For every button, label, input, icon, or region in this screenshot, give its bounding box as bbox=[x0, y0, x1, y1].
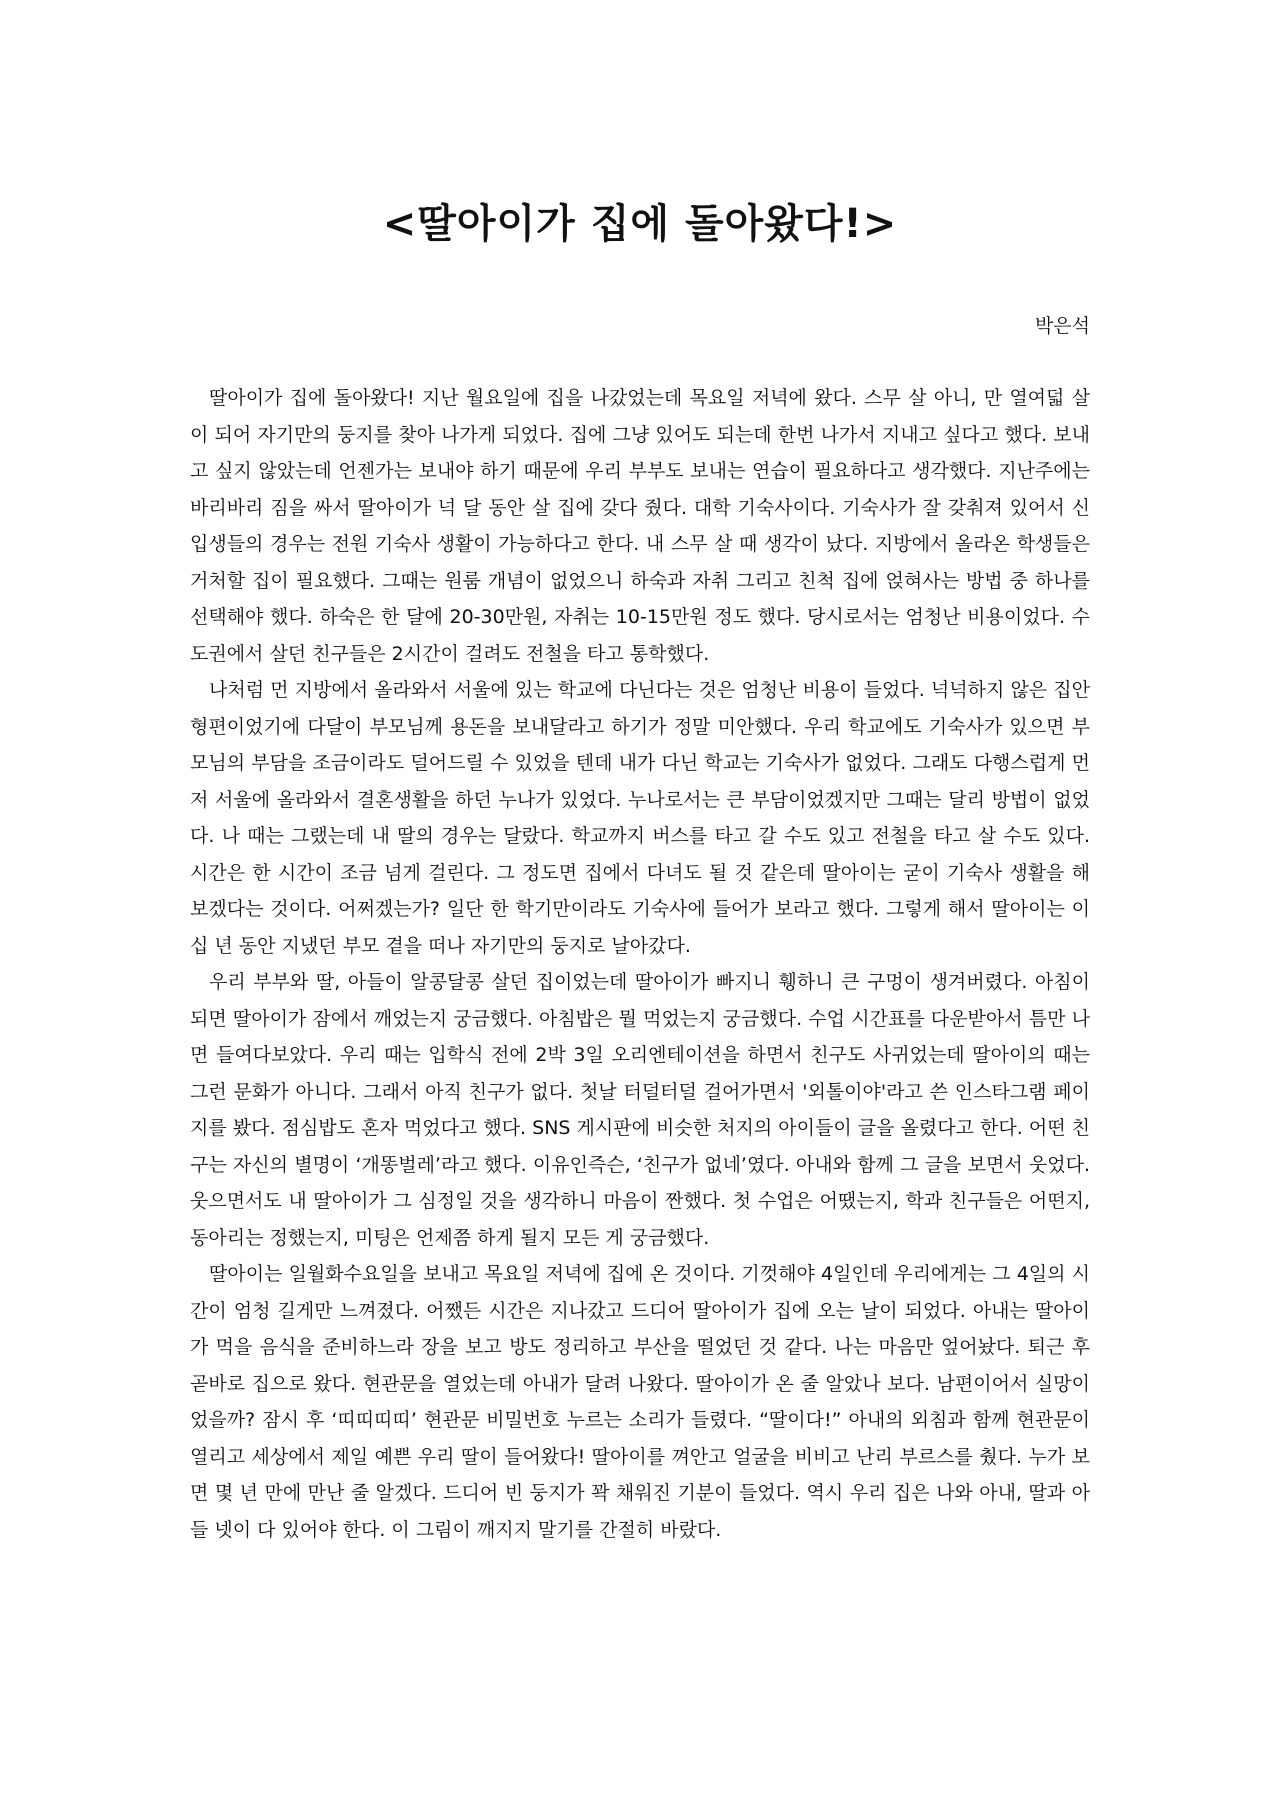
paragraph: 나처럼 먼 지방에서 올라와서 서울에 있는 학교에 다닌다는 것은 엄청난 비용이 들었다. 넉넉하지 않은 집안 형편이었기에 다달이 부모님께 용돈을 보내달라고 하기가 정말 미안했다. 우리 학교에도 기숙사가 있으면 부모님의 부담을 조금이라도 덜어드릴 수 있었을 텐데 내가 다닌 학교는 기숙사가 없었다. 그래도 다행스럽게 먼저 서울에 올라와서 결혼생활을 하던 누나가 있었다. 누나로서는 큰 부담이었겠지만 그때는 달리 방법이 없었다. 나 때는 그랬는데 내 딸의 경우는 달랐다. 학교까지 버스를 타고 갈 수도 있고 전철을 타고 살 수도 있다. 시간은 한 시간이 조금 넘게 걸린다. 그 정도면 집에서 다녀도 될 것 같은데 딸아이는 굳이 기숙사 생활을 해 보겠다는 것이다. 어쩌겠는가? 일단 한 학기만이라도 기숙사에 들어가 보라고 했다. 그렇게 해서 딸아이는 이십 년 동안 지냈던 부모 곁을 떠나 자기만의 둥지로 날아갔다. bbox=[190, 679, 1090, 957]
author-name: 박은석 bbox=[1034, 315, 1090, 337]
article-body bbox=[190, 380, 1090, 1548]
paragraph: 딸아이는 일월화수요일을 보내고 목요일 저녁에 집에 온 것이다. 기껏해야 4일인데 우리에게는 그 4일의 시간이 엄청 길게만 느껴졌다. 어쨌든 시간은 지나갔고 드디어 딸아이가 집에 오는 날이 되었다. 아내는 딸아이가 먹을 음식을 준비하느라 장을 보고 방도 정리하고 부산을 떨었던 것 같다. 나는 마음만 엎어놨다. 퇴근 후 곧바로 집으로 왔다. 현관문을 열었는데 아내가 달려 나왔다. 딸아이가 온 줄 알았나 보다. 남편이어서 실망이었을까? 잠시 후 ‘띠띠띠띠’ 현관문 비밀번호 누르는 소리가 들렸다. “딸이다!” 아내의 외침과 함께 현관문이 열리고 세상에서 제일 예쁜 우리 딸이 들어왔다! 딸아이를 껴안고 얼굴을 비비고 난리 부르스를 췄다. 누가 보면 몇 년 만에 만난 줄 알겠다. 드디어 빈 둥지가 꽉 채워진 기분이 들었다. 역시 우리 집은 나와 아내, 딸과 아들 넷이 다 있어야 한다. 이 그림이 깨지지 말기를 간절히 바랐다. bbox=[190, 1263, 1090, 1541]
page-title: <딸아이가 집에 돌아왔다!> bbox=[382, 201, 898, 247]
paragraph: 딸아이가 집에 돌아왔다! 지난 월요일에 집을 나갔었는데 목요일 저녁에 왔다. 스무 살 아니, 만 열여덟 살이 되어 자기만의 둥지를 찾아 나가게 되었다. 집에 그냥 있어도 되는데 한번 나가서 지내고 싶다고 했다. 보내고 싶지 않았는데 언젠가는 보내야 하기 때문에 우리 부부도 보내는 연습이 필요하다고 생각했다. 지난주에는 바리바리 짐을 싸서 딸아이가 넉 달 동안 살 집에 갖다 줬다. 대학 기숙사이다. 기숙사가 잘 갖춰져 있어서 신입생들의 경우는 전원 기숙사 생활이 가능하다고 한다. 내 스무 살 때 생각이 났다. 지방에서 올라온 학생들은 거처할 집이 필요했다. 그때는 원룸 개념이 없었으니 하숙과 자취 그리고 친척 집에 얹혀사는 방법 중 하나를 선택해야 했다. 하숙은 한 달에 20-30만원, 자취는 10-15만원 정도 했다. 당시로서는 엄청난 비용이었다. 수도권에서 살던 친구들은 2시간이 걸려도 전철을 타고 통학했다. bbox=[190, 387, 1090, 665]
paragraph: 우리 부부와 딸, 아들이 알콩달콩 살던 집이었는데 딸아이가 빠지니 휑하니 큰 구멍이 생겨버렸다. 아침이 되면 딸아이가 잠에서 깨었는지 궁금했다. 아침밥은 뭘 먹었는지 궁금했다. 수업 시간표를 다운받아서 틈만 나면 들여다보았다. 우리 때는 입학식 전에 2박 3일 오리엔테이션을 하면서 친구도 사귀었는데 딸아이의 때는 그런 문화가 아니다. 그래서 아직 친구가 없다. 첫날 터덜터덜 걸어가면서 '외톨이야'라고 쓴 인스타그램 페이지를 봤다. 점심밥도 혼자 먹었다고 했다. SNS 게시판에 비슷한 처지의 아이들이 글을 올렸다고 한다. 어떤 친구는 자신의 별명이 ‘개똥벌레’라고 했다. 이유인즉슨, ‘친구가 없네’였다. 아내와 함께 그 글을 보면서 웃었다. 웃으면서도 내 딸아이가 그 심정일 것을 생각하니 마음이 짠했다. 첫 수업은 어땠는지, 학과 친구들은 어떤지, 동아리는 정했는지, 미팅은 언제쯤 하게 될지 모든 게 궁금했다. bbox=[190, 971, 1090, 1249]
